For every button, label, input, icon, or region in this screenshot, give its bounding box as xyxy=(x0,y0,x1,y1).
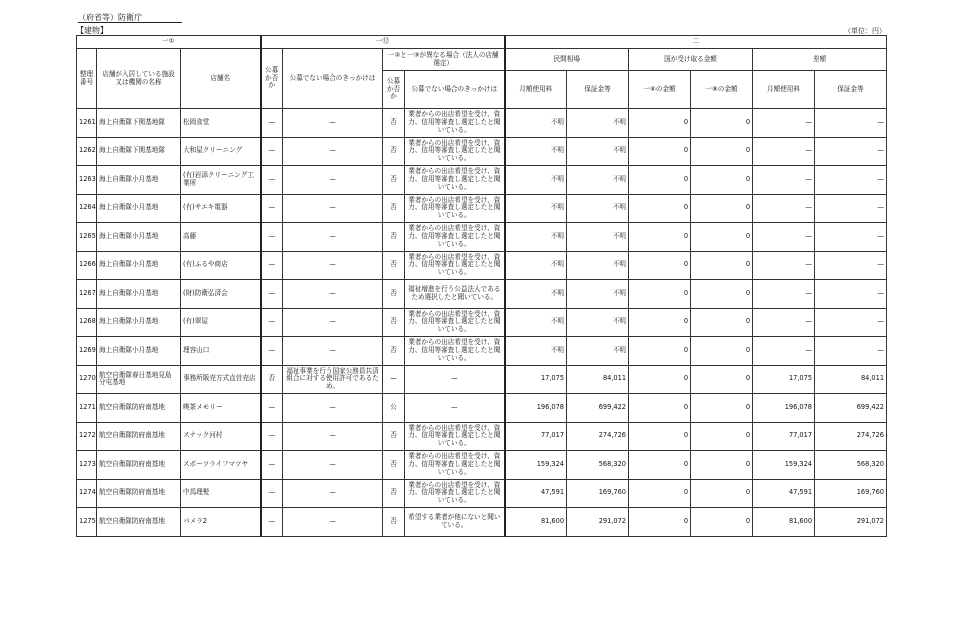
shop-cell: (財)防衛弘済会 xyxy=(181,280,261,309)
gov-deposit-header: 一⑧の金額 xyxy=(691,71,753,109)
rent-cell: 不明 xyxy=(505,166,567,195)
diff-rent-cell: — xyxy=(753,280,815,309)
row-number: 1262 xyxy=(77,137,97,166)
gov-deposit-cell: 0 xyxy=(691,422,753,451)
public-offer-cell: — xyxy=(261,308,283,337)
reason2-cell: 業者からの出店希望を受け、資力、信用等審査し選定したと聞いている。 xyxy=(405,166,505,195)
diff-rent-cell: 196,078 xyxy=(753,394,815,423)
rent-cell: 159,324 xyxy=(505,451,567,480)
public-offer2-cell: 否 xyxy=(383,308,405,337)
reason-cell: — xyxy=(283,337,383,366)
diff-rent-cell: — xyxy=(753,251,815,280)
row-number: 1268 xyxy=(77,308,97,337)
rent-cell: 不明 xyxy=(505,137,567,166)
public-offer-cell: — xyxy=(261,508,283,537)
deposit-cell: 不明 xyxy=(567,337,629,366)
public-offer-cell: — xyxy=(261,251,283,280)
public-offer2-cell: 否 xyxy=(383,109,405,138)
unit-label: （単位：円） xyxy=(844,27,886,35)
table-row xyxy=(77,479,887,508)
reason2-cell: 業者からの出店希望を受け、資力、信用等審査し選定したと聞いている。 xyxy=(405,479,505,508)
reason2-cell: 業者からの出店希望を受け、資力、信用等審査し選定したと聞いている。 xyxy=(405,308,505,337)
shop-cell: 松岡食堂 xyxy=(181,109,261,138)
gov-deposit-cell: 0 xyxy=(691,166,753,195)
public-offer-cell: — xyxy=(261,451,283,480)
shop-cell: (有)岩添クリーニング工業所 xyxy=(181,166,261,195)
row-number: 1274 xyxy=(77,479,97,508)
facility-cell: 海上自衛隊小月基地 xyxy=(97,194,181,223)
ministry-underline xyxy=(78,22,182,23)
shop-cell: パメラ2 xyxy=(181,508,261,537)
shop-cell: 事務所販売方式直営売店 xyxy=(181,365,261,394)
table-row xyxy=(77,308,887,337)
row-number: 1269 xyxy=(77,337,97,366)
facility-cell: 航空自衛隊防府南基地 xyxy=(97,479,181,508)
reason2-cell: 業者からの出店希望を受け、資力、信用等審査し選定したと聞いている。 xyxy=(405,251,505,280)
gov-deposit-cell: 0 xyxy=(691,251,753,280)
row-number: 1263 xyxy=(77,166,97,195)
facility-cell: 航空自衛隊防府南基地 xyxy=(97,422,181,451)
diff-deposit-cell: 568,320 xyxy=(815,451,887,480)
public-offer-cell: — xyxy=(261,166,283,195)
diff-deposit-cell: — xyxy=(815,137,887,166)
gov-rent-cell: 0 xyxy=(629,223,691,252)
deposit-cell: 274,726 xyxy=(567,422,629,451)
diff-deposit-cell: 274,726 xyxy=(815,422,887,451)
deposit-header: 保証金等 xyxy=(567,71,629,109)
category-label: 【建物】 xyxy=(76,26,108,35)
table-row xyxy=(77,280,887,309)
row-number: 1265 xyxy=(77,223,97,252)
gov-deposit-cell: 0 xyxy=(691,479,753,508)
reason2-cell: 業者からの出店希望を受け、資力、信用等審査し選定したと聞いている。 xyxy=(405,337,505,366)
reason-cell: — xyxy=(283,394,383,423)
deposit-cell: 不明 xyxy=(567,194,629,223)
group12-header: 一⑫ xyxy=(261,36,505,49)
table-row xyxy=(77,451,887,480)
table-row xyxy=(77,422,887,451)
gov-rent-cell: 0 xyxy=(629,337,691,366)
reason2-cell: 業者からの出店希望を受け、資力、信用等審査し選定したと聞いている。 xyxy=(405,451,505,480)
gov-rent-cell: 0 xyxy=(629,479,691,508)
gov-rent-header: 一⑥の金額 xyxy=(629,71,691,109)
rent-cell: 17,075 xyxy=(505,365,567,394)
table-row xyxy=(77,508,887,537)
public-offer-cell: — xyxy=(261,422,283,451)
reason-cell: — xyxy=(283,508,383,537)
deposit-cell: 169,760 xyxy=(567,479,629,508)
reason-cell: — xyxy=(283,223,383,252)
shop-table xyxy=(76,35,887,537)
row-number: 1275 xyxy=(77,508,97,537)
rent-cell: 47,591 xyxy=(505,479,567,508)
row-number: 1264 xyxy=(77,194,97,223)
gov-deposit-cell: 0 xyxy=(691,365,753,394)
gov-deposit-cell: 0 xyxy=(691,308,753,337)
facility-cell: 海上自衛隊小月基地 xyxy=(97,337,181,366)
public-offer-cell: — xyxy=(261,194,283,223)
facility-cell: 航空自衛隊防府南基地 xyxy=(97,508,181,537)
deposit-cell: 568,320 xyxy=(567,451,629,480)
public-offer2-cell: 否 xyxy=(383,508,405,537)
reason-cell: 福祉事業を行う国家公務員共済組合に対する使用許可であるため。 xyxy=(283,365,383,394)
diff-deposit-cell: 699,422 xyxy=(815,394,887,423)
deposit-cell: 不明 xyxy=(567,166,629,195)
table-row xyxy=(77,137,887,166)
deposit-cell: 不明 xyxy=(567,109,629,138)
reason-cell: — xyxy=(283,166,383,195)
diff-rent-cell: — xyxy=(753,137,815,166)
facility-cell: 海上自衛隊下関基地隊 xyxy=(97,137,181,166)
public-offer2-cell: 否 xyxy=(383,280,405,309)
diff-deposit-cell: — xyxy=(815,109,887,138)
ministry-label: （府省等）防衛庁 xyxy=(78,13,142,22)
shop-cell: 高藤 xyxy=(181,223,261,252)
reason-cell: — xyxy=(283,251,383,280)
diff-deposit-cell: 169,760 xyxy=(815,479,887,508)
deposit-cell: 291,072 xyxy=(567,508,629,537)
gov-rent-cell: 0 xyxy=(629,508,691,537)
reason2-cell: 業者からの出店希望を受け、資力、信用等審査し選定したと聞いている。 xyxy=(405,223,505,252)
table-header xyxy=(77,36,887,109)
group2-header: 二 xyxy=(505,36,887,49)
table-row xyxy=(77,194,887,223)
row-number: 1267 xyxy=(77,280,97,309)
facility-cell: 海上自衛隊小月基地 xyxy=(97,251,181,280)
table-row xyxy=(77,337,887,366)
shop-cell: (有)ふるや商店 xyxy=(181,251,261,280)
row-number: 1266 xyxy=(77,251,97,280)
table-row xyxy=(77,166,887,195)
reason-cell: — xyxy=(283,109,383,138)
reason2-cell: 希望する業者が他にないと聞いている。 xyxy=(405,508,505,537)
diff-rent-cell: 159,324 xyxy=(753,451,815,480)
diff-deposit-cell: — xyxy=(815,251,887,280)
diff-rent-cell: — xyxy=(753,109,815,138)
public-offer-cell: — xyxy=(261,280,283,309)
diff-rent-header: 月額使用料 xyxy=(753,71,815,109)
public-offer2-cell: 否 xyxy=(383,451,405,480)
reason2-cell: 業者からの出店希望を受け、資力、信用等審査し選定したと聞いている。 xyxy=(405,137,505,166)
diff-rent-cell: — xyxy=(753,308,815,337)
table-row xyxy=(77,109,887,138)
table-row xyxy=(77,365,887,394)
diff-deposit-header: 保証金等 xyxy=(815,71,887,109)
facility-cell: 航空自衛隊防府南基地 xyxy=(97,451,181,480)
reason-header: 公募でない場合のきっかけは xyxy=(283,49,383,109)
rent-cell: 不明 xyxy=(505,308,567,337)
gov-rent-cell: 0 xyxy=(629,166,691,195)
gov-deposit-cell: 0 xyxy=(691,394,753,423)
diff-header: 差額 xyxy=(753,49,887,71)
gov-rent-cell: 0 xyxy=(629,451,691,480)
deposit-cell: 不明 xyxy=(567,280,629,309)
rent-cell: 不明 xyxy=(505,194,567,223)
facility-cell: 航空自衛隊防府南基地 xyxy=(97,394,181,423)
shop-cell: (有)サエキ電器 xyxy=(181,194,261,223)
reason-cell: — xyxy=(283,280,383,309)
reason2-cell: 業者からの出店希望を受け、資力、信用等審査し選定したと聞いている。 xyxy=(405,422,505,451)
facility-header: 店舗が入居している施設又は機関の名称 xyxy=(97,49,181,109)
no-header: 整理番号 xyxy=(77,49,97,109)
public-offer-cell: — xyxy=(261,223,283,252)
diff-note-header: 一②と一③が異なる場合（法人の店舗選定） xyxy=(383,49,505,71)
public-offer-cell: — xyxy=(261,394,283,423)
rent-cell: 77,017 xyxy=(505,422,567,451)
gov-header: 国が受け取る金額 xyxy=(629,49,753,71)
public-offer2-cell: 否 xyxy=(383,223,405,252)
row-number: 1273 xyxy=(77,451,97,480)
diff-rent-cell: — xyxy=(753,223,815,252)
diff-rent-cell: — xyxy=(753,337,815,366)
shop-cell: 喫茶メモリー xyxy=(181,394,261,423)
table-row xyxy=(77,394,887,423)
facility-cell: 海上自衛隊下関基地隊 xyxy=(97,109,181,138)
reason-cell: — xyxy=(283,308,383,337)
rent-cell: 196,078 xyxy=(505,394,567,423)
gov-rent-cell: 0 xyxy=(629,194,691,223)
reason-cell: — xyxy=(283,422,383,451)
deposit-cell: 不明 xyxy=(567,251,629,280)
diff-rent-cell: 81,600 xyxy=(753,508,815,537)
diff-rent-cell: 17,075 xyxy=(753,365,815,394)
rent-cell: 不明 xyxy=(505,337,567,366)
facility-cell: 海上自衛隊小月基地 xyxy=(97,166,181,195)
gov-rent-cell: 0 xyxy=(629,365,691,394)
private-header: 民間相場 xyxy=(505,49,629,71)
public-offer2-cell: 否 xyxy=(383,194,405,223)
diff-rent-cell: 47,591 xyxy=(753,479,815,508)
public-offer-cell: — xyxy=(261,479,283,508)
public-offer2-header: 公募か否か xyxy=(383,71,405,109)
public-offer2-cell: 否 xyxy=(383,251,405,280)
public-offer2-cell: — xyxy=(383,365,405,394)
public-offer-cell: — xyxy=(261,137,283,166)
table-body xyxy=(77,109,887,537)
public-offer-cell: — xyxy=(261,109,283,138)
facility-cell: 海上自衛隊小月基地 xyxy=(97,223,181,252)
rent-cell: 不明 xyxy=(505,280,567,309)
gov-rent-cell: 0 xyxy=(629,308,691,337)
reason-cell: — xyxy=(283,451,383,480)
deposit-cell: 不明 xyxy=(567,137,629,166)
diff-rent-cell: — xyxy=(753,166,815,195)
rent-cell: 不明 xyxy=(505,109,567,138)
gov-deposit-cell: 0 xyxy=(691,337,753,366)
reason2-cell: 業者からの出店希望を受け、資力、信用等審査し選定したと聞いている。 xyxy=(405,109,505,138)
deposit-cell: 不明 xyxy=(567,223,629,252)
diff-deposit-cell: 84,011 xyxy=(815,365,887,394)
diff-rent-cell: 77,017 xyxy=(753,422,815,451)
shop-header: 店舗名 xyxy=(181,49,261,109)
gov-rent-cell: 0 xyxy=(629,109,691,138)
diff-deposit-cell: — xyxy=(815,166,887,195)
shop-cell: スポーツライフマツヤ xyxy=(181,451,261,480)
facility-cell: 航空自衛隊春日基地見島分屯基地 xyxy=(97,365,181,394)
deposit-cell: 84,011 xyxy=(567,365,629,394)
reason2-cell: — xyxy=(405,365,505,394)
row-number: 1271 xyxy=(77,394,97,423)
facility-cell: 海上自衛隊小月基地 xyxy=(97,280,181,309)
rent-header: 月額使用料 xyxy=(505,71,567,109)
gov-deposit-cell: 0 xyxy=(691,223,753,252)
rent-cell: 81,600 xyxy=(505,508,567,537)
reason2-cell: — xyxy=(405,394,505,423)
gov-deposit-cell: 0 xyxy=(691,194,753,223)
diff-deposit-cell: — xyxy=(815,337,887,366)
rent-cell: 不明 xyxy=(505,223,567,252)
table-row xyxy=(77,223,887,252)
deposit-cell: 不明 xyxy=(567,308,629,337)
gov-deposit-cell: 0 xyxy=(691,137,753,166)
gov-rent-cell: 0 xyxy=(629,422,691,451)
shop-cell: (有)翠屋 xyxy=(181,308,261,337)
table-row xyxy=(77,251,887,280)
public-offer-cell: 否 xyxy=(261,365,283,394)
diff-deposit-cell: — xyxy=(815,280,887,309)
reason-cell: — xyxy=(283,479,383,508)
shop-cell: 大和屋クリーニング xyxy=(181,137,261,166)
diff-deposit-cell: — xyxy=(815,223,887,252)
public-offer2-cell: 否 xyxy=(383,422,405,451)
rent-cell: 不明 xyxy=(505,251,567,280)
group1-header: 一① xyxy=(77,36,261,49)
row-number: 1270 xyxy=(77,365,97,394)
public-offer-cell: — xyxy=(261,337,283,366)
diff-deposit-cell: — xyxy=(815,194,887,223)
gov-deposit-cell: 0 xyxy=(691,451,753,480)
public-offer2-cell: 公 xyxy=(383,394,405,423)
public-offer2-cell: 否 xyxy=(383,137,405,166)
public-offer2-cell: 否 xyxy=(383,337,405,366)
gov-deposit-cell: 0 xyxy=(691,508,753,537)
diff-rent-cell: — xyxy=(753,194,815,223)
public-offer2-cell: 否 xyxy=(383,479,405,508)
gov-rent-cell: 0 xyxy=(629,137,691,166)
gov-rent-cell: 0 xyxy=(629,280,691,309)
gov-deposit-cell: 0 xyxy=(691,109,753,138)
diff-deposit-cell: 291,072 xyxy=(815,508,887,537)
gov-rent-cell: 0 xyxy=(629,394,691,423)
shop-cell: 理容山口 xyxy=(181,337,261,366)
gov-deposit-cell: 0 xyxy=(691,280,753,309)
row-number: 1272 xyxy=(77,422,97,451)
deposit-cell: 699,422 xyxy=(567,394,629,423)
public-offer2-cell: 否 xyxy=(383,166,405,195)
reason-cell: — xyxy=(283,194,383,223)
reason2-cell: 福祉増進を行う公益法人であるため選択したと聞いている。 xyxy=(405,280,505,309)
shop-cell: 中馬理髪 xyxy=(181,479,261,508)
reason2-cell: 業者からの出店希望を受け、資力、信用等審査し選定したと聞いている。 xyxy=(405,194,505,223)
public-offer-header: 公募か否か xyxy=(261,49,283,109)
gov-rent-cell: 0 xyxy=(629,251,691,280)
row-number: 1261 xyxy=(77,109,97,138)
shop-cell: スナック河村 xyxy=(181,422,261,451)
reason-cell: — xyxy=(283,137,383,166)
facility-cell: 海上自衛隊小月基地 xyxy=(97,308,181,337)
reason2-header: 公募でない場合のきっかけは xyxy=(405,71,505,109)
diff-deposit-cell: — xyxy=(815,308,887,337)
